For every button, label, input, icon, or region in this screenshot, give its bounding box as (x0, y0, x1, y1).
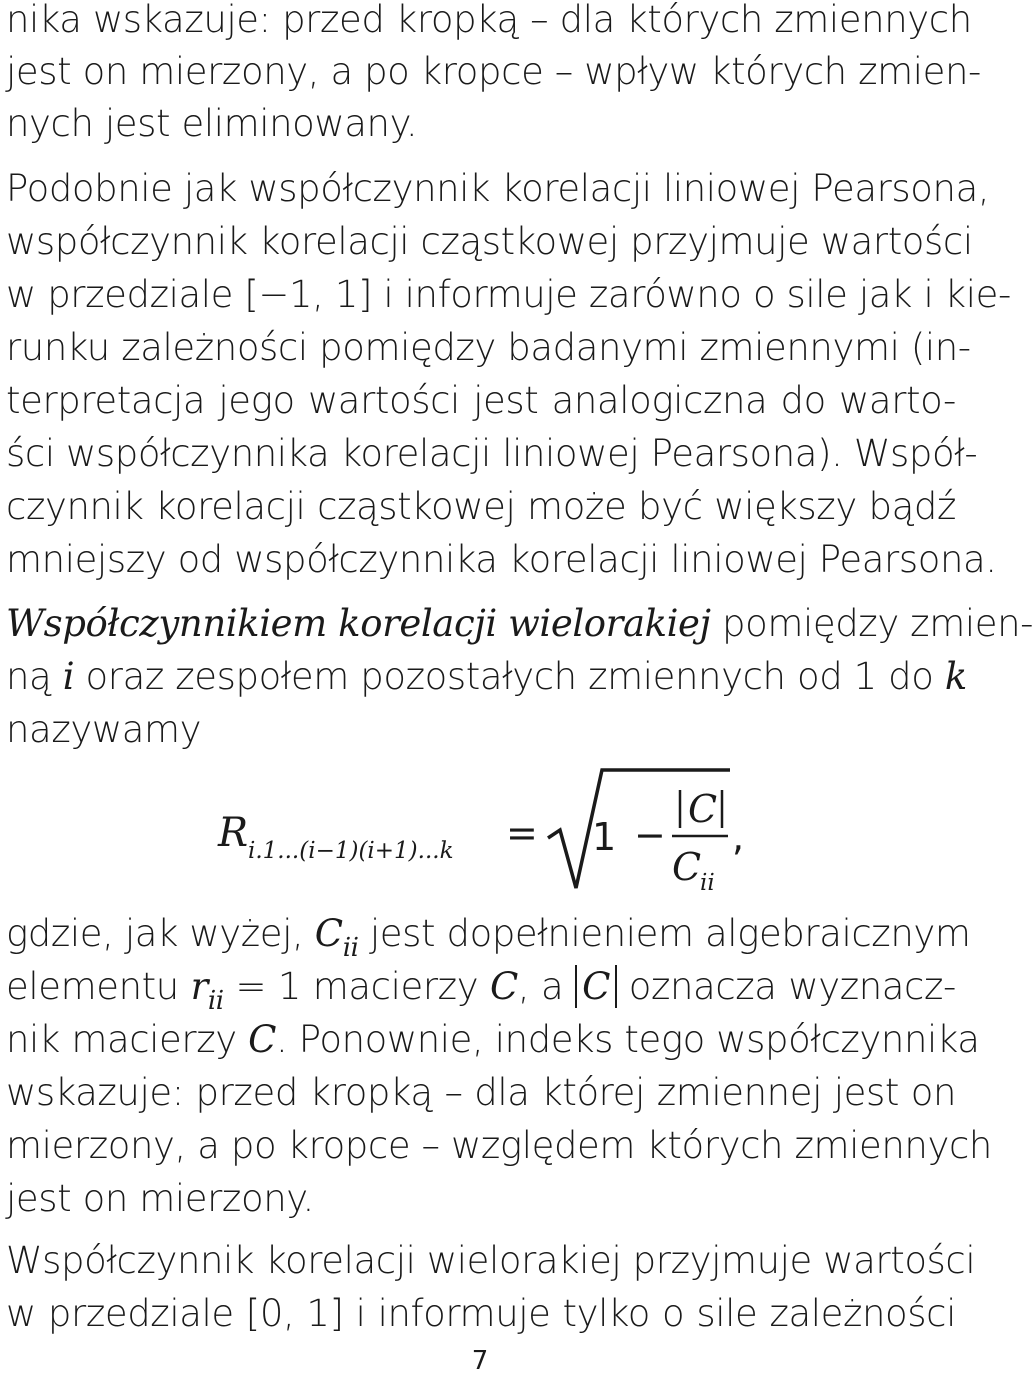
math-variable: C (314, 912, 343, 955)
text-span: , a (517, 965, 564, 1008)
text-line: jest on mierzony. (6, 1177, 314, 1220)
formula-trailing-comma: , (732, 815, 745, 859)
text-line: w przedziale [0, 1] i informuje tylko o sile zależności (6, 1292, 956, 1335)
text-span: gdzie, jak wyżej, (6, 912, 304, 955)
text-span: = 1 macierzy (235, 965, 479, 1008)
text-line: terpretacja jego wartości jest analogiczna do warto- (6, 379, 956, 422)
text-span: pomiędzy zmien- (722, 602, 1033, 645)
page-number: 7 (471, 1346, 489, 1376)
formula-lhs-symbol: R (218, 810, 249, 856)
text-line: nych jest eliminowany. (6, 102, 418, 145)
text-line: ści współczynnika korelacji liniowej Pearsona). Współ- (6, 432, 978, 475)
text-line: mniejszy od współczynnika korelacji liniowej Pearsona. (6, 538, 997, 581)
determinant-symbol (575, 965, 617, 1008)
math-variable: k (944, 655, 967, 698)
text-line (6, 598, 1033, 650)
math-subscript: ii (207, 986, 224, 1016)
text-line: nika wskazuje: przed kropką – dla których zmiennych (6, 0, 972, 41)
math-subscript: ii (342, 933, 359, 963)
text-line: runku zależności pomiędzy badanymi zmiennymi (in- (6, 326, 971, 369)
math-variable: C (489, 965, 518, 1008)
text-span: jest dopełnieniem algebraicznym (369, 912, 971, 955)
text-line: jest on mierzony, a po kropce – wpływ których zmien- (6, 50, 981, 93)
text-line (6, 961, 956, 1016)
formula-equals: = (506, 811, 538, 855)
text-line: czynnik korelacji cząstkowej może być większy bądź (6, 485, 956, 528)
math-variable: C (248, 1018, 277, 1061)
text-span: ną (6, 655, 52, 698)
formula-minus: − (634, 813, 666, 857)
math-variable: i (62, 655, 75, 698)
formula-numerator: C (688, 787, 718, 831)
multiple-correlation-formula (218, 766, 778, 896)
formula-denominator-symbol: C (672, 845, 702, 889)
text-line: Podobnie jak współczynnik korelacji liniowej Pearsona, (6, 167, 990, 210)
text-line: wskazuje: przed kropką – dla której zmiennej jest on (6, 1071, 956, 1114)
text-line (6, 1014, 980, 1066)
text-span: elementu (6, 965, 179, 1008)
text-span: oznacza wyznacz- (628, 965, 956, 1008)
math-variable: r (190, 965, 208, 1008)
text-line: Współczynnik korelacji wielorakiej przyjmuje wartości (6, 1239, 976, 1282)
text-span: nik macierzy (6, 1018, 237, 1061)
text-line: nazywamy (6, 708, 202, 751)
text-span: . Ponownie, indeks tego współczynnika (276, 1018, 980, 1061)
text-line: współczynnik korelacji cząstkowej przyjmuje wartości (6, 220, 973, 263)
formula-one: 1 (592, 815, 617, 859)
formula-lhs-subscript: i.1...(i−1)(i+1)...k (248, 838, 454, 864)
text-line (6, 651, 967, 703)
text-span: oraz zespołem pozostałych zmiennych od 1 do (85, 655, 934, 698)
defined-term: Współczynnikiem korelacji wielorakiej (6, 602, 711, 645)
text-line: mierzony, a po kropce – względem których zmiennych (6, 1124, 992, 1167)
math-variable: C (582, 965, 610, 1008)
formula-denominator-subscript: ii (700, 870, 715, 896)
text-line: w przedziale [−1, 1] i informuje zarówno o sile jak i kie- (6, 273, 1011, 316)
text-line (6, 908, 971, 963)
